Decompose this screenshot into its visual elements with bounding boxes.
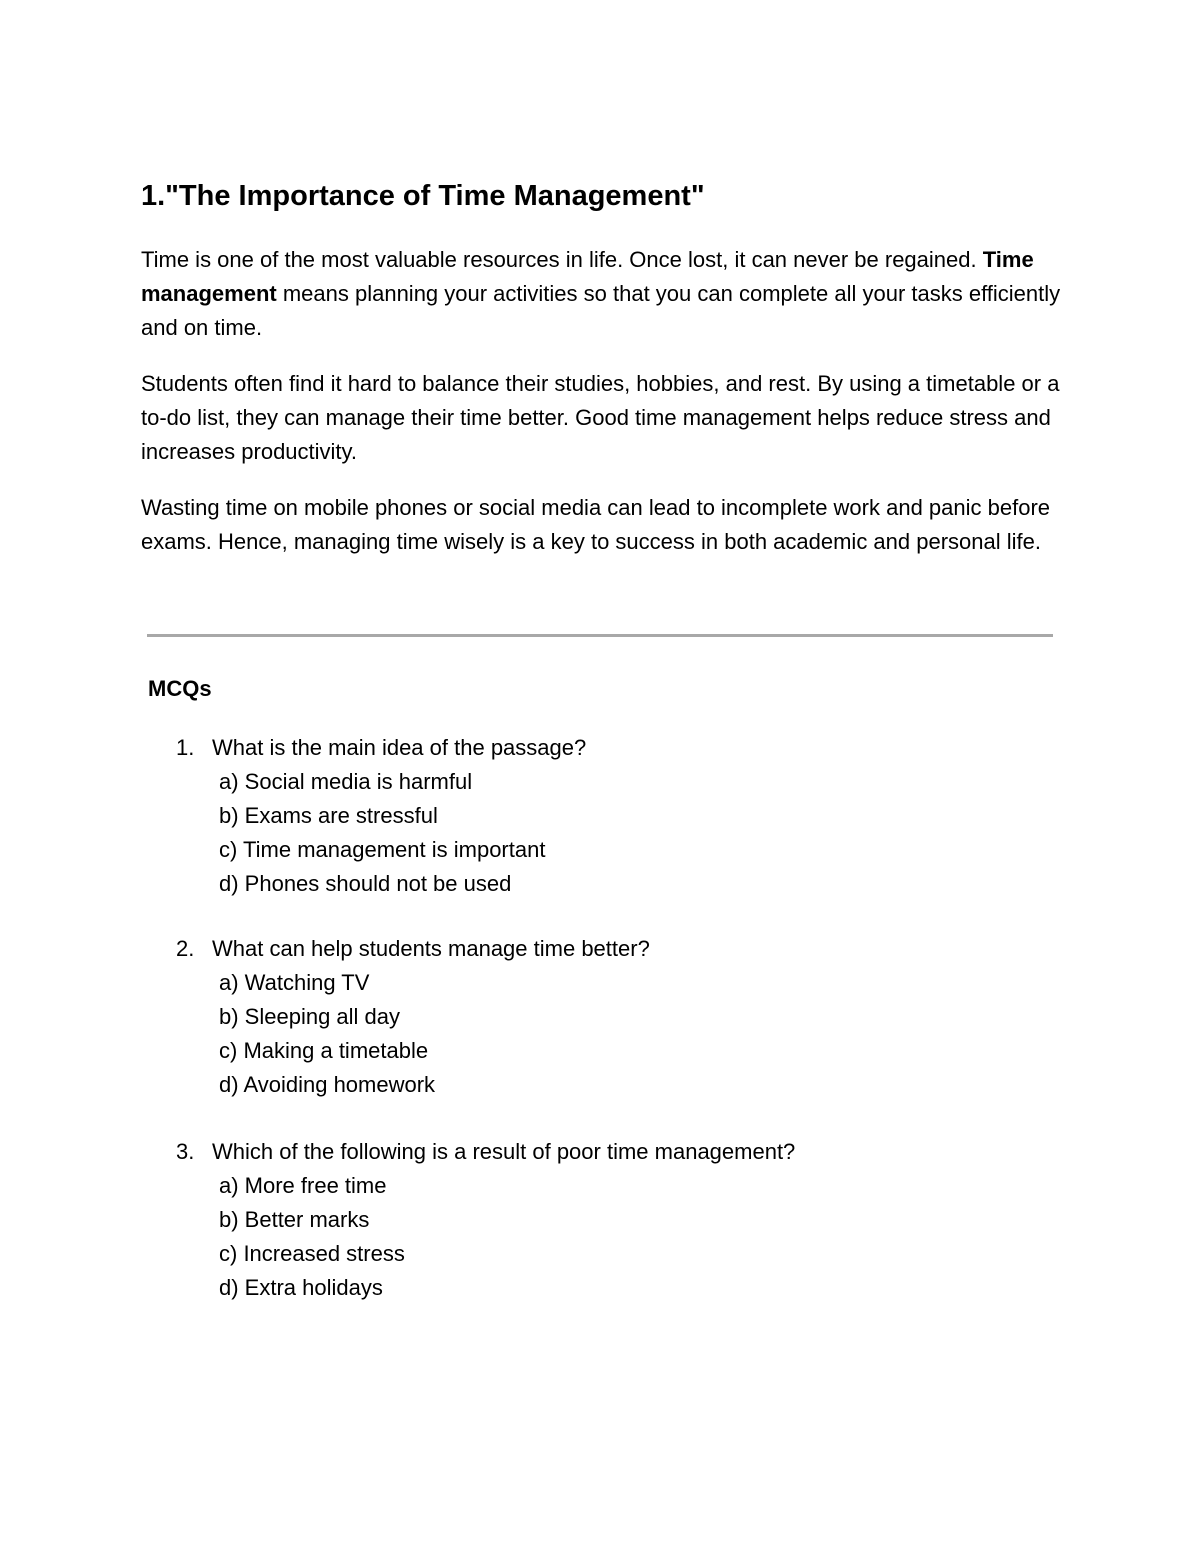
- option-b: b) Exams are stressful: [219, 803, 438, 828]
- horizontal-divider: [147, 634, 1053, 637]
- option-a: a) More free time: [219, 1173, 387, 1198]
- question-number: 1.: [176, 735, 195, 760]
- option-d: d) Phones should not be used: [219, 871, 512, 896]
- question-line: [176, 1135, 1076, 1169]
- question-text: Which of the following is a result of poor time management?: [212, 1139, 796, 1164]
- option-b: b) Better marks: [219, 1207, 370, 1232]
- option-d: d) Extra holidays: [219, 1275, 383, 1300]
- paragraph-intro-bold-term: Time management: [141, 247, 1034, 306]
- paragraph-intro-text-end: means planning your activities so that you can complete all your tasks efficiently and on time.: [141, 281, 1061, 340]
- mcq-heading: MCQs: [148, 676, 212, 701]
- question-number: 3.: [176, 1139, 195, 1164]
- option-a: a) Social media is harmful: [219, 769, 473, 794]
- option-c: c) Making a timetable: [219, 1038, 429, 1063]
- mcq-question-3: [176, 1135, 1076, 1305]
- question-line: [176, 731, 1076, 765]
- option-b: b) Sleeping all day: [219, 1004, 401, 1029]
- option-a: a) Watching TV: [219, 970, 370, 995]
- option-c: c) Time management is important: [219, 837, 546, 862]
- option-d: d) Avoiding homework: [219, 1072, 436, 1097]
- mcq-question-2: [176, 932, 1076, 1102]
- page-title: 1."The Importance of Time Management": [141, 180, 705, 212]
- question-text: What can help students manage time better?: [212, 936, 650, 961]
- paragraph-students: Students often find it hard to balance their studies, hobbies, and rest. By using a timetable or a to-do list, they can manage their time better. Good time management helps reduce stress and increases productivity.: [141, 371, 1060, 464]
- question-number: 2.: [176, 936, 195, 961]
- question-text: What is the main idea of the passage?: [212, 735, 587, 760]
- paragraph-wasting-time: Wasting time on mobile phones or social media can lead to incomplete work and panic before exams. Hence, managing time wisely is a key to success in both academic and personal life.: [141, 495, 1051, 554]
- paragraph-intro-text-start: Time is one of the most valuable resources in life. Once lost, it can never be regained.: [141, 247, 983, 272]
- question-line: [176, 932, 1076, 966]
- mcq-question-1: [176, 731, 1076, 901]
- option-c: c) Increased stress: [219, 1241, 405, 1266]
- paragraph-intro: [141, 243, 1061, 345]
